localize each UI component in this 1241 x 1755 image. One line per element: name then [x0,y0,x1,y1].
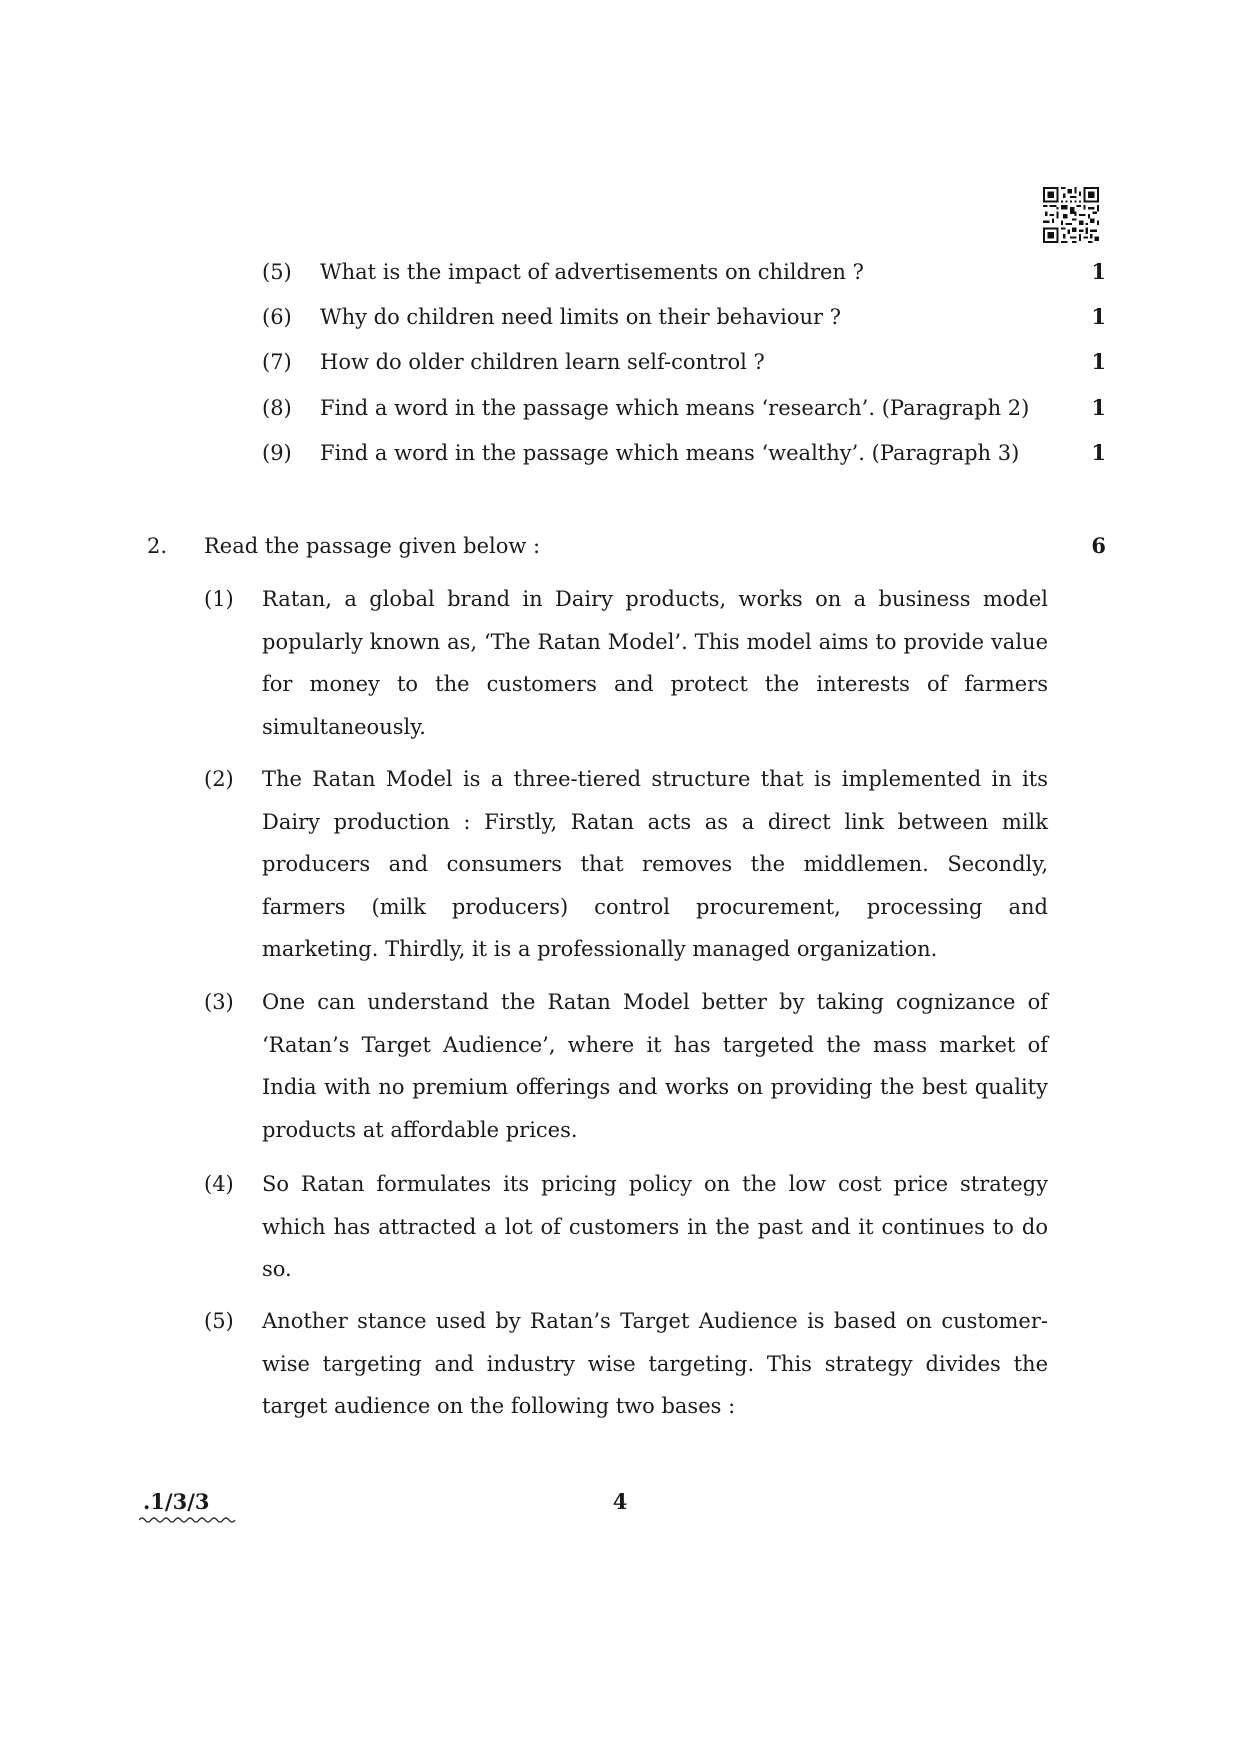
question-row [262,302,1106,332]
question-text: Find a word in the passage which means ‘research’. (Paragraph 2) [320,396,1030,420]
section-marks: 6 [1091,533,1106,558]
paragraph-number: (4) [204,1172,234,1196]
question-number: (7) [262,350,292,374]
paragraph-text: So Ratan formulates its pricing policy on the low cost price strategy which has attracted a lot of customers in the past and it continues to do so. [262,1172,1048,1281]
question-number: (6) [262,305,292,329]
section-number: 2. [147,534,168,558]
question-marks: 1 [1091,259,1106,284]
question-text: How do older children learn self-control ? [320,350,765,374]
question-number: (8) [262,396,292,420]
question-row [262,347,1106,377]
qr-code-icon [1043,187,1099,243]
paragraph-text: The Ratan Model is a three-tiered structure that is implemented in its Dairy production : Firstly, Ratan acts as a direct link between milk producers and consumers that removes the middlemen. Secondly, farmers (milk producers) control procurement, processing and marketing. Thirdly, it is a professionally managed organization. [262,767,1048,961]
paragraph-text: Another stance used by Ratan’s Target Audience is based on customer-wise targeting and industry wise targeting. This strategy divides the target audience on the following two bases : [262,1309,1048,1418]
question-text: What is the impact of advertisements on children ? [320,260,864,284]
page-number: 4 [612,1489,628,1514]
question-number: (9) [262,441,292,465]
question-row [262,438,1106,468]
paper-code: .1/3/3 [143,1489,210,1514]
paragraph-text: Ratan, a global brand in Dairy products, works on a business model popularly known as, ‘The Ratan Model’. This model aims to provide value for money to the customers and protect the interests of farmers simultaneously. [262,587,1048,739]
question-marks: 1 [1091,349,1106,374]
paragraph-number: (3) [204,990,234,1014]
paragraph-number: (1) [204,587,234,611]
section-instruction: Read the passage given below : [204,534,541,558]
question-text: Why do children need limits on their behaviour ? [320,305,841,329]
question-number: (5) [262,260,292,284]
paragraph-number: (5) [204,1309,234,1333]
question-text: Find a word in the passage which means ‘wealthy’. (Paragraph 3) [320,441,1020,465]
question-marks: 1 [1091,440,1106,465]
section-heading [147,531,1106,561]
question-marks: 1 [1091,395,1106,420]
squiggle-underline-icon [139,1516,237,1524]
question-row [262,393,1106,423]
question-row [262,257,1106,287]
paragraph-number: (2) [204,767,234,791]
paragraph-text: One can understand the Ratan Model better by taking cognizance of ‘Ratan’s Target Audience’, where it has targeted the mass market of India with no premium offerings and works on providing the best quality products at affordable prices. [262,990,1048,1142]
question-marks: 1 [1091,304,1106,329]
